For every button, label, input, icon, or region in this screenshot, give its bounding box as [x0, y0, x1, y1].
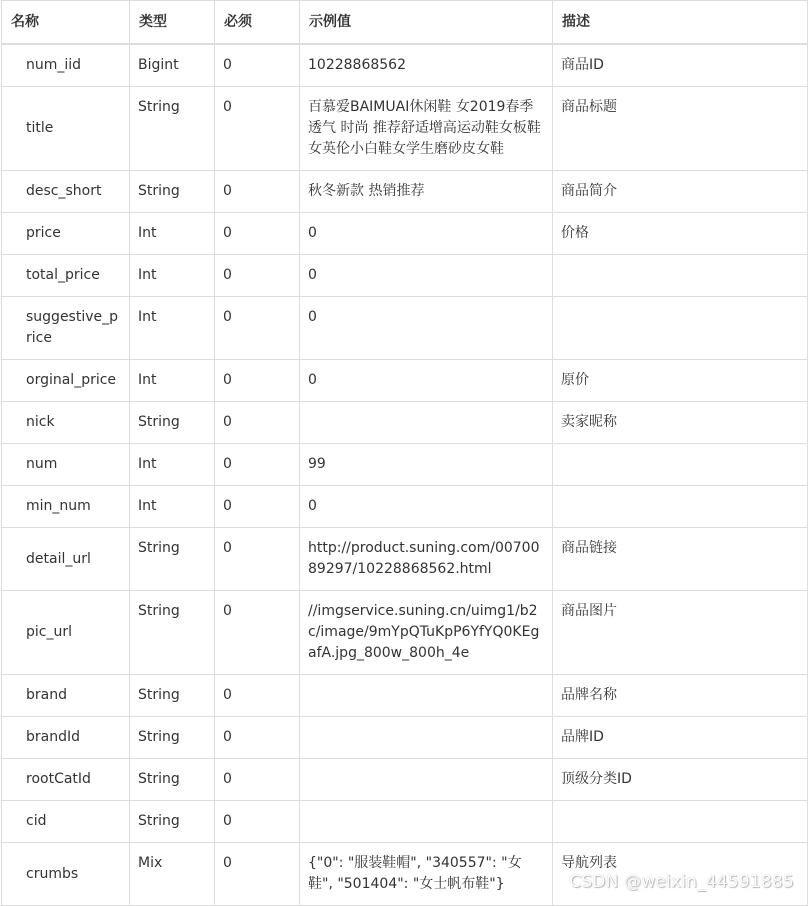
cell-type: Int	[130, 360, 215, 402]
cell-example: 0	[300, 297, 553, 360]
cell-required: 0	[215, 44, 300, 87]
cell-description: 品牌名称	[553, 675, 808, 717]
cell-type: Int	[130, 213, 215, 255]
cell-example: 秋冬新款 热销推荐	[300, 171, 553, 213]
cell-description	[553, 444, 808, 486]
table-row	[2, 402, 808, 444]
cell-example	[300, 759, 553, 801]
cell-description	[553, 297, 808, 360]
cell-name: detail_url	[2, 528, 130, 591]
cell-type: String	[130, 801, 215, 843]
cell-name: min_num	[2, 486, 130, 528]
cell-name: desc_short	[2, 171, 130, 213]
table-row	[2, 444, 808, 486]
cell-description	[553, 801, 808, 843]
cell-name: num_iid	[2, 44, 130, 87]
cell-example: 99	[300, 444, 553, 486]
cell-required: 0	[215, 297, 300, 360]
table-row	[2, 759, 808, 801]
cell-required: 0	[215, 528, 300, 591]
cell-description: 商品简介	[553, 171, 808, 213]
cell-example: 0	[300, 255, 553, 297]
cell-type: String	[130, 402, 215, 444]
cell-name: pic_url	[2, 591, 130, 675]
header-description: 描述	[553, 1, 808, 45]
table-row	[2, 44, 808, 87]
cell-name: suggestive_price	[2, 297, 130, 360]
cell-description: 原价	[553, 360, 808, 402]
cell-type: Int	[130, 255, 215, 297]
cell-description: 价格	[553, 213, 808, 255]
cell-required: 0	[215, 213, 300, 255]
cell-type: Bigint	[130, 44, 215, 87]
header-required: 必须	[215, 1, 300, 45]
csdn-watermark: CSDN @weixin_44591885	[569, 872, 794, 892]
table-row	[2, 801, 808, 843]
cell-type: Int	[130, 444, 215, 486]
cell-required: 0	[215, 759, 300, 801]
table-row	[2, 486, 808, 528]
cell-type: String	[130, 171, 215, 213]
cell-name: cid	[2, 801, 130, 843]
cell-required: 0	[215, 717, 300, 759]
cell-required: 0	[215, 591, 300, 675]
cell-type: Int	[130, 486, 215, 528]
cell-required: 0	[215, 801, 300, 843]
cell-name: brandId	[2, 717, 130, 759]
cell-description	[553, 486, 808, 528]
cell-example: 10228868562	[300, 44, 553, 87]
api-fields-table	[1, 0, 808, 906]
cell-description: 顶级分类ID	[553, 759, 808, 801]
table-row	[2, 87, 808, 171]
cell-example: 百慕爱BAIMUAI休闲鞋 女2019春季透气 时尚 推荐舒适增高运动鞋女板鞋女英伦小白鞋女学生磨砂皮女鞋	[300, 87, 553, 171]
cell-name: nick	[2, 402, 130, 444]
cell-name: brand	[2, 675, 130, 717]
table-row	[2, 528, 808, 591]
cell-description: 商品链接	[553, 528, 808, 591]
table-row	[2, 171, 808, 213]
cell-required: 0	[215, 843, 300, 906]
table-row	[2, 255, 808, 297]
cell-example: //imgservice.suning.cn/uimg1/b2c/image/9mYpQTuKpP6YfYQ0KEgafA.jpg_800w_800h_4e	[300, 591, 553, 675]
cell-description: 商品图片	[553, 591, 808, 675]
cell-type: String	[130, 591, 215, 675]
cell-required: 0	[215, 675, 300, 717]
cell-name: num	[2, 444, 130, 486]
cell-required: 0	[215, 255, 300, 297]
cell-description: 导航列表	[553, 843, 808, 906]
table-row	[2, 591, 808, 675]
cell-type: String	[130, 717, 215, 759]
cell-description: 商品ID	[553, 44, 808, 87]
cell-name: total_price	[2, 255, 130, 297]
cell-example: 0	[300, 213, 553, 255]
table-row	[2, 297, 808, 360]
cell-description: 品牌ID	[553, 717, 808, 759]
cell-description: 商品标题	[553, 87, 808, 171]
header-name: 名称	[2, 1, 130, 45]
header-type: 类型	[130, 1, 215, 45]
cell-required: 0	[215, 171, 300, 213]
cell-type: String	[130, 759, 215, 801]
cell-type: String	[130, 87, 215, 171]
cell-required: 0	[215, 360, 300, 402]
cell-description	[553, 255, 808, 297]
table-row	[2, 675, 808, 717]
cell-example: http://product.suning.com/0070089297/10228868562.html	[300, 528, 553, 591]
cell-example: {"0": "服装鞋帽", "340557": "女鞋", "501404": "女士帆布鞋"}	[300, 843, 553, 906]
cell-name: price	[2, 213, 130, 255]
cell-required: 0	[215, 402, 300, 444]
cell-required: 0	[215, 444, 300, 486]
cell-example: 0	[300, 360, 553, 402]
cell-name: crumbs	[2, 843, 130, 906]
table-row	[2, 213, 808, 255]
table-row	[2, 360, 808, 402]
cell-required: 0	[215, 486, 300, 528]
cell-type: Mix	[130, 843, 215, 906]
cell-example	[300, 402, 553, 444]
cell-type: Int	[130, 297, 215, 360]
cell-name: orginal_price	[2, 360, 130, 402]
cell-type: String	[130, 528, 215, 591]
cell-description: 卖家昵称	[553, 402, 808, 444]
cell-example	[300, 675, 553, 717]
cell-type: String	[130, 675, 215, 717]
cell-example	[300, 717, 553, 759]
cell-example: 0	[300, 486, 553, 528]
cell-name: rootCatId	[2, 759, 130, 801]
table-header-row	[2, 1, 808, 45]
table-row	[2, 717, 808, 759]
cell-required: 0	[215, 87, 300, 171]
cell-example	[300, 801, 553, 843]
cell-name: title	[2, 87, 130, 171]
header-example: 示例值	[300, 1, 553, 45]
